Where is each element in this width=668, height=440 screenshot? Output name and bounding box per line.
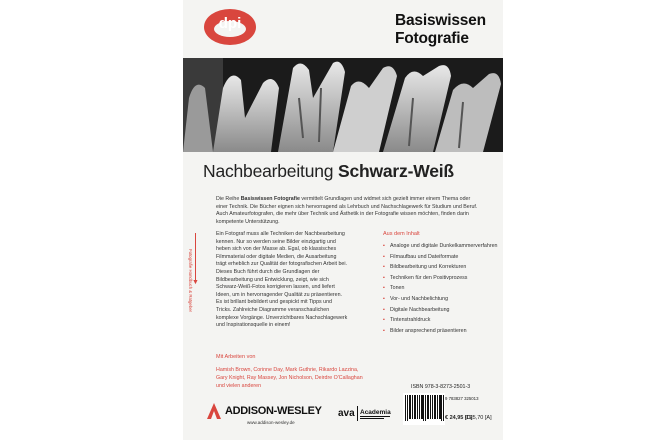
authors-list: Hamish Brown, Corinne Day, Mark Guthrie, Rikardo Lazzina, Gary Knight, Ray Massey, Jon Nicholson, Deirdre O'Callaghan und vielen anderen xyxy=(216,367,363,389)
description-paragraph-2: Dieses Buch führt durch die Grundlagen der Bildbearbeitung und Entwicklung, zeigt, wie sich Schwarz-Weiß-Fotos korrigieren lassen, und liefert Ideen, um in hervorragender Qualität zu präsentieren. Es ist brillant bebildert und gespickt mit Tipps und Tricks. Zahlreiche Diagramme veranschaulichen komplexe Vorgänge. Unverzichtbares Nachschlagewerk und Inspirationsquelle in einem! xyxy=(216,268,348,329)
bullet-icon: ▪ xyxy=(383,243,385,249)
contents-box xyxy=(383,231,498,336)
contents-item: ▪ Bilder ansprechend präsentieren xyxy=(383,326,493,337)
description-text xyxy=(216,231,348,330)
bullet-icon: ▪ xyxy=(383,253,385,260)
bullet-icon: ▪ xyxy=(383,264,385,271)
series-intro-text xyxy=(216,196,482,226)
bullet-icon: ▪ xyxy=(383,274,385,281)
price-austria: € 25,70 [A] xyxy=(465,415,492,421)
book-back-cover xyxy=(183,0,503,440)
series-title xyxy=(395,12,486,48)
publisher-name: ADDISON-WESLEY xyxy=(225,405,322,417)
cover-photo-hands xyxy=(183,58,503,152)
contents-item: ▪ Tonen xyxy=(383,283,493,294)
intro-pre: Die Reihe xyxy=(216,196,241,202)
contents-item: ▪ Tintenstrahldruck xyxy=(383,315,493,326)
contents-item: ▪ Techniken für den Positivprozess xyxy=(383,273,493,284)
contents-item: ▪ Digitale Nachbearbeitung xyxy=(383,305,493,316)
bullet-icon: ▪ xyxy=(383,306,385,313)
barcode xyxy=(403,393,445,425)
contents-item: ▪ Analoge und digitale Dunkelkammerverfahren xyxy=(383,241,493,252)
barcode-digits: 9 783827 325013 xyxy=(445,396,479,401)
sidebar-category xyxy=(185,244,199,324)
bullet-icon: ▪ xyxy=(383,317,385,324)
bullet-icon: ▪ xyxy=(383,295,385,302)
sidebar-category-label: Fotografie Handbuch & Ratgeber xyxy=(188,248,194,313)
dpi-logo xyxy=(203,8,257,46)
series-line-2: Fotografie xyxy=(395,30,469,47)
book-title xyxy=(203,161,454,182)
contents-heading: Aus dem Inhalt xyxy=(383,231,420,237)
ava-academia-logo xyxy=(337,405,395,422)
arrow-down-icon: ▼ xyxy=(192,279,199,286)
title-part-bold: Schwarz-Weiß xyxy=(337,161,454,181)
isbn-number: ISBN 978-3-8273-2501-3 xyxy=(411,384,471,390)
description-paragraph-1: Ein Fotograf muss alle Techniken der Nachbearbeitung kennen. Nur so werden seine Bilder einzigartig und heben sich von der Masse ab. Egal, ob klassisches Filmmaterial oder digitale Medien, die Ausarbeitung trägt erheblich zur Qualität der fotografischen Arbeit bei. xyxy=(216,231,348,268)
series-line-1: Basiswissen xyxy=(395,12,486,29)
intro-series-name: Basiswissen Fotografie xyxy=(240,196,300,202)
title-part-regular: Nachbearbeitung xyxy=(203,161,338,181)
bullet-icon: ▪ xyxy=(383,327,385,334)
authors-heading: Mit Arbeiten von xyxy=(216,354,256,360)
contents-item: ▪ Filmaufbau und Dateiformate xyxy=(383,252,493,263)
publisher-url: www.addison-wesley.de xyxy=(247,420,295,425)
dpi-logo-text: dpi xyxy=(218,15,242,32)
contents-list xyxy=(383,241,498,336)
bullet-icon: ▪ xyxy=(383,285,385,292)
addison-wesley-logo-icon xyxy=(207,403,221,419)
academia-logo-text: Academia xyxy=(360,409,391,416)
price-germany: € 24,95 [D] xyxy=(445,415,473,421)
ava-logo-text: ava xyxy=(338,408,355,419)
contents-item: ▪ Bildbearbeitung und Korrekturen xyxy=(383,262,493,273)
intro-rest: vermittelt Grundlagen und widmet sich gezielt immer einem Thema oder einer Technik. Die Bücher eignen sich hervorragend als Lehrbuch und Nachschlagewerk für Studium und Beruf. Auch Amateurfotografen, die mehr über Technik und Ästhetik in der Fotografie wissen möchten, finden darin kompetente Unterstützung. xyxy=(216,196,478,225)
contents-item: ▪ Vor- und Nachbelichtung xyxy=(383,294,493,305)
